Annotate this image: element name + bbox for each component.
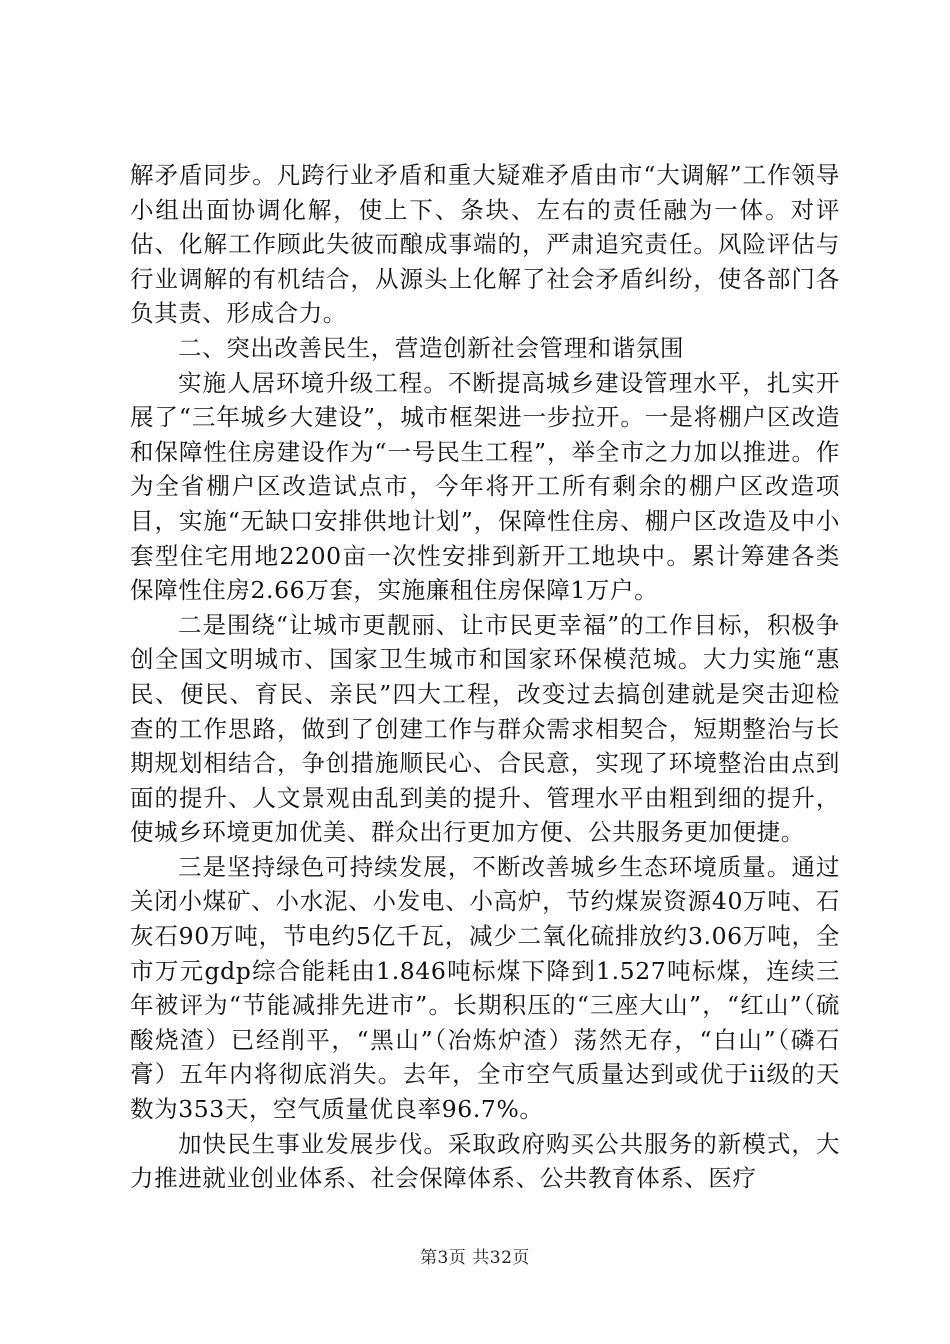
paragraph-green-development: 三是坚持绿色可持续发展，不断改善城乡生态环境质量。通过关闭小煤矿、小水泥、小发电、小高炉，节约煤炭资源40万吨、石灰石90万吨，节电约5亿千瓦，减少二氧化硫排放约3.06万吨，全市万元gdp综合能耗由1.846吨标煤下降到1.527吨标煤，连续三年被评为“节能减排先进市”。长期积压的“三座大山”，“红山”（硫酸烧渣）已经削平，“黑山”（冶炼炉渣）荡然无存，“白山”（磷石膏）五年内将彻底消失。去年，全市空气质量达到或优于ii级的天数为353天，空气质量优良率96.7%。 — [130, 852, 840, 1124]
page-number-footer: 第3页 共32页 — [420, 1248, 530, 1268]
paragraph-housing: 实施人居环境升级工程。不断提高城乡建设管理水平，扎实开展了“三年城乡大建设”，城市框架进一步拉开。一是将棚户区改造和保障性住房建设作为“一号民生工程”，举全市之力加以推进。作为全省棚户区改造试点市，今年将开工所有剩余的棚户区改造项目，实施“无缺口安排供地计划”，保障性住房、棚户区改造及中小套型住宅用地2200亩一次性安排到新开工地块中。累计筹建各类保障性住房2.66万套，实施廉租住房保障1万户。 — [130, 368, 840, 605]
paragraph-civilized-city: 二是围绕“让城市更靓丽、让市民更幸福”的工作目标，积极争创全国文明城市、国家卫生城市和国家环保模范城。大力实施“惠民、便民、育民、亲民”四大工程，改变过去搞创建就是突击迎检查的工作思路，做到了创建工作与群众需求相契合，短期整治与长期规划相结合，争创措施顺民心、合民意，实现了环境整治由点到面的提升、人文景观由乱到美的提升、管理水平由粗到细的提升，使城乡环境更加优美、群众出行更加方便、公共服务更加便捷。 — [130, 610, 840, 847]
paragraph-livelihood: 加快民生事业发展步伐。采取政府购买公共服务的新模式，大力推进就业创业体系、社会保障体系、公共教育体系、医疗 — [130, 1129, 840, 1193]
section-heading: 二、突出改善民生，营造创新社会管理和谐氛围 — [178, 333, 685, 362]
document-body — [130, 158, 840, 1196]
paragraph-continuation: 解矛盾同步。凡跨行业矛盾和重大疑难矛盾由市“大调解”工作领导小组出面协调化解，使上下、条块、左右的责任融为一体。对评估、化解工作顾此失彼而酿成事端的，严肃追究责任。风险评估与行业调解的有机结合，从源头上化解了社会矛盾纠纷，使各部门各负其责、形成合力。 — [130, 161, 840, 328]
